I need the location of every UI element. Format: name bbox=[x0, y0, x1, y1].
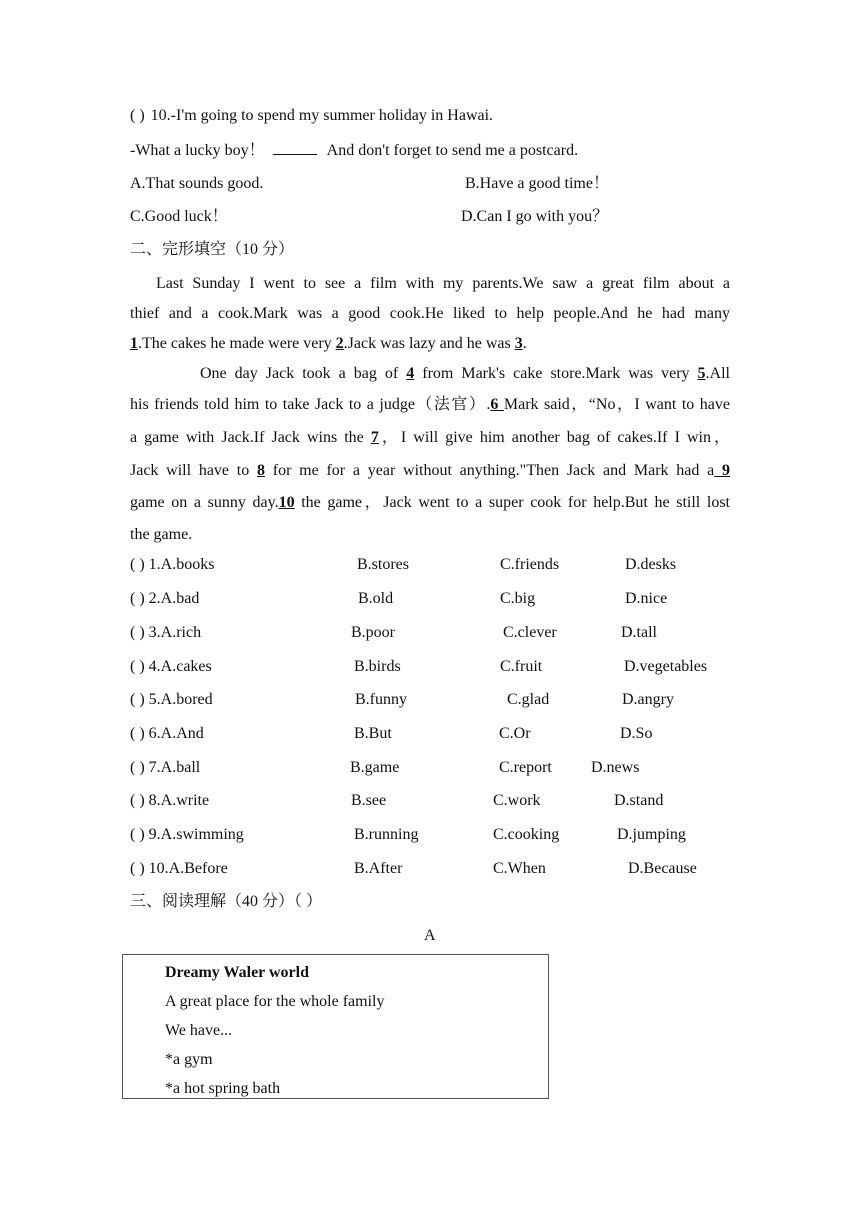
option-c: C.friends bbox=[500, 556, 560, 573]
passage-text: thief and a cook.Mark was a good cook.He liked to help people.And he had many bbox=[130, 305, 730, 322]
blank-number: 1 bbox=[130, 335, 138, 352]
q10-stem-line bbox=[130, 106, 493, 126]
option-b: B.birds bbox=[354, 658, 401, 675]
cloze-question-row bbox=[130, 758, 750, 778]
passage-text: .All bbox=[705, 365, 730, 382]
blank-number: 4 bbox=[406, 365, 415, 382]
q10-option-d: D.Can I go with you？ bbox=[461, 208, 609, 225]
passage-line bbox=[130, 493, 730, 513]
option-b: B.poor bbox=[351, 624, 395, 641]
option-d: D.news bbox=[591, 759, 640, 776]
blank-number: 2 bbox=[335, 335, 344, 352]
passage-text: the game. bbox=[130, 526, 193, 543]
passage-text: the game，Jack went to a super cook for help.But he still lost bbox=[294, 494, 730, 511]
q10-option-b: B.Have a good time！ bbox=[465, 175, 609, 192]
question-label: ( ) 4.A.cakes bbox=[130, 658, 212, 675]
passage-line bbox=[130, 334, 730, 354]
blank-number: 6 bbox=[490, 396, 504, 413]
q10-reply-end: And don't forget to send me a postcard. bbox=[326, 142, 579, 159]
section-heading-cloze: 二、完形填空（10 分） bbox=[130, 241, 295, 258]
question-label: ( ) 3.A.rich bbox=[130, 624, 202, 641]
passage-text: ，I will give him another bag of cakes.If I win， bbox=[378, 429, 730, 446]
blank-number: 5 bbox=[697, 365, 706, 382]
answer-bracket: ( ) bbox=[130, 107, 145, 124]
option-b: B.stores bbox=[357, 556, 409, 573]
passage-text: Mark said，“No，I want to have bbox=[503, 396, 730, 413]
cloze-question-row bbox=[130, 825, 750, 845]
option-b: B.funny bbox=[355, 691, 407, 708]
blank-number: 7 bbox=[370, 429, 379, 446]
option-b: B.running bbox=[354, 826, 419, 843]
question-label: ( ) 7.A.ball bbox=[130, 759, 201, 776]
passage-text: from Mark's cake store.Mark was very bbox=[414, 365, 698, 382]
blank-number: 10 bbox=[278, 494, 295, 511]
advert-line: *a gym bbox=[165, 1051, 213, 1068]
cloze-question-row bbox=[130, 589, 750, 609]
option-d: D.angry bbox=[622, 691, 674, 708]
question-label: ( ) 1.A.books bbox=[130, 556, 215, 573]
q10-option-a: A.That sounds good. bbox=[130, 175, 264, 192]
cloze-question-row bbox=[130, 555, 750, 575]
option-c: C.clever bbox=[503, 624, 557, 641]
q10-stem: 10.-I'm going to spend my summer holiday in Hawai. bbox=[150, 107, 494, 124]
advert-line: A great place for the whole family bbox=[165, 993, 385, 1010]
passage-text: a game with Jack.If Jack wins the bbox=[130, 429, 371, 446]
option-b: B.But bbox=[354, 725, 392, 742]
passage-text: Jack will have to bbox=[130, 462, 257, 479]
passage-line bbox=[130, 364, 730, 384]
passage-text: .Jack was lazy and he was bbox=[343, 335, 515, 352]
question-label: ( ) 9.A.swimming bbox=[130, 826, 244, 843]
option-c: C.work bbox=[493, 792, 541, 809]
q10-option-c: C.Good luck！ bbox=[130, 208, 228, 225]
option-d: D.vegetables bbox=[624, 658, 708, 675]
passage-line bbox=[130, 461, 730, 481]
question-label: ( ) 2.A.bad bbox=[130, 590, 200, 607]
option-d: D.Because bbox=[628, 860, 697, 877]
option-c: C.When bbox=[493, 860, 546, 877]
cloze-question-row bbox=[130, 657, 750, 677]
passage-text: for me for a year without anything."Then Jack and Mark had a bbox=[265, 462, 715, 479]
advert-line: *a hot spring bath bbox=[165, 1080, 281, 1097]
passage-line bbox=[130, 428, 730, 448]
option-d: D.jumping bbox=[617, 826, 686, 843]
cloze-passage bbox=[130, 274, 730, 545]
passage-line bbox=[130, 395, 730, 415]
passage-text: .The cakes he made were very bbox=[138, 335, 336, 352]
option-c: C.fruit bbox=[500, 658, 543, 675]
cloze-question-row bbox=[130, 859, 750, 879]
blank-number: 8 bbox=[257, 462, 265, 479]
cloze-question-row bbox=[130, 724, 750, 744]
question-label: ( ) 8.A.write bbox=[130, 792, 210, 809]
option-c: C.Or bbox=[499, 725, 531, 742]
passage-text: Last Sunday I went to see a film with my parents.We saw a great film about a bbox=[156, 275, 730, 292]
option-d: D.nice bbox=[625, 590, 668, 607]
option-c: C.report bbox=[499, 759, 552, 776]
option-b: B.see bbox=[351, 792, 387, 809]
q10-dialogue-line bbox=[130, 140, 578, 161]
option-b: B.game bbox=[350, 759, 400, 776]
passage-text: One day Jack took a bag of bbox=[200, 365, 407, 382]
advert-title: Dreamy Waler world bbox=[165, 964, 309, 981]
question-label: ( ) 10.A.Before bbox=[130, 860, 228, 877]
blank-number: 9 bbox=[714, 462, 731, 479]
option-b: B.After bbox=[354, 860, 403, 877]
q10-reply-start: -What a lucky boy！ bbox=[130, 142, 265, 159]
advert-line: We have... bbox=[165, 1022, 233, 1039]
cloze-question-row bbox=[130, 690, 750, 710]
section-heading-reading: 三、阅读理解（40 分）（ ） bbox=[130, 893, 323, 910]
passage-label: A bbox=[424, 927, 436, 944]
option-d: D.stand bbox=[614, 792, 664, 809]
option-d: D.desks bbox=[625, 556, 677, 573]
advert-box bbox=[122, 954, 549, 1099]
option-d: D.tall bbox=[621, 624, 657, 641]
blank-number: 3 bbox=[514, 335, 523, 352]
option-d: D.So bbox=[620, 725, 653, 742]
answer-blank bbox=[273, 140, 317, 155]
cloze-question-row bbox=[130, 791, 750, 811]
passage-text: game on a sunny day. bbox=[130, 494, 279, 511]
option-c: C.big bbox=[500, 590, 536, 607]
passage-text: . bbox=[522, 335, 527, 352]
cloze-question-row bbox=[130, 623, 750, 643]
passage-text: his friends told him to take Jack to a judge（法官）. bbox=[130, 396, 491, 413]
question-label: ( ) 5.A.bored bbox=[130, 691, 213, 708]
option-c: C.cooking bbox=[493, 826, 560, 843]
option-b: B.old bbox=[358, 590, 394, 607]
passage-line bbox=[130, 525, 730, 545]
passage-line bbox=[130, 274, 730, 294]
option-c: C.glad bbox=[507, 691, 550, 708]
question-label: ( ) 6.A.And bbox=[130, 725, 204, 742]
passage-line bbox=[130, 304, 730, 324]
